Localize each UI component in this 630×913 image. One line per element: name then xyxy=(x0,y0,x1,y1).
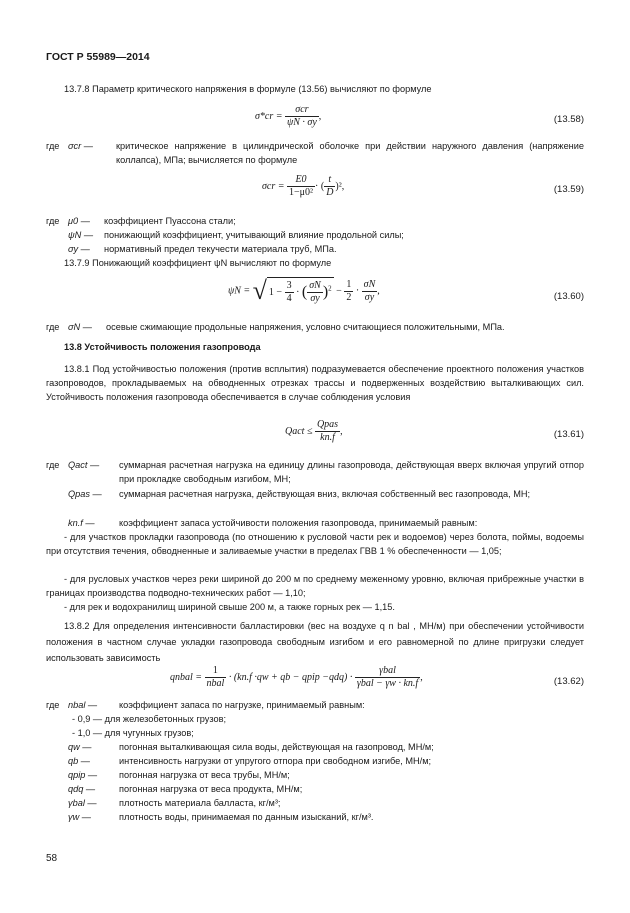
definition-text: суммарная расчетная нагрузка на единицу длины газопровода, действующая вверх включая упругий отпор при прокладке свободным изгибом, МН; xyxy=(119,460,584,484)
definition-text: критическое напряжение в цилиндрической оболочке при действии наружного давления (напряжение коллапса), МПа; вычисляется по формуле xyxy=(116,141,584,165)
formula-tail: , xyxy=(377,285,380,297)
definition-symbol: σN — xyxy=(68,322,92,332)
definition-symbol: σcr — xyxy=(68,141,93,151)
formula-tail: , xyxy=(340,425,343,437)
definition-symbol: Qpas — xyxy=(68,489,102,499)
formula-tail: , xyxy=(420,671,423,683)
numerator: γbal xyxy=(355,665,420,678)
sqrt-body: 1 − $\frac{3}{4}$ · ( $\frac{\sigma N}{\sigma y}$ )$^2$ xyxy=(267,277,334,305)
numerator: σcr xyxy=(285,104,319,117)
document-header: ГОСТ Р 55989—2014 xyxy=(46,51,150,63)
formula-13-62 xyxy=(170,665,423,690)
fraction xyxy=(285,280,294,305)
formula-13-60: ψN = √ 1 − $\frac{3}{4}$ · ( $\frac{\sigma N}{\sigma y}$ )$^2$ − $\frac{1}{2}$ · $\frac{\sigma N}{\sigma y}$ , xyxy=(228,276,380,305)
numerator: t xyxy=(324,174,335,187)
formula-lhs: σcr = xyxy=(262,180,285,192)
definition-q-pip xyxy=(46,768,584,782)
definition-psi-n xyxy=(46,228,584,242)
definition-symbol: γbal — xyxy=(68,798,97,808)
formula-tail: , xyxy=(318,110,322,122)
definition-text: нормативный предел текучести материала труб, МПа. xyxy=(104,244,337,254)
fraction xyxy=(315,419,340,444)
denominator: nbal xyxy=(206,678,225,689)
where-label: где xyxy=(46,460,60,470)
formula-number: (13.58) xyxy=(553,114,584,125)
definition-q-dq xyxy=(46,782,584,796)
definition-text: суммарная расчетная нагрузка, действующая вниз, включая собственный вес газопровода, МН; xyxy=(119,489,531,499)
numerator: σN xyxy=(309,280,321,291)
denominator: 1−μ0² xyxy=(289,187,314,198)
formula-lhs: ψN = xyxy=(228,285,251,297)
formula-13-59 xyxy=(262,174,344,199)
numerator: σN xyxy=(363,278,376,290)
definition-symbol: qb — xyxy=(68,756,90,766)
definition-mu0 xyxy=(46,214,584,228)
denominator: σy xyxy=(310,293,320,304)
definition-symbol: kn.f — xyxy=(68,518,95,528)
definition-symbol: nbal — xyxy=(68,700,98,710)
list-item: - 1,0 — для чугунных грузов; xyxy=(72,728,194,738)
list-item: - для рек и водохранилищ шириной свыше 200 м, а также горных рек — 1,15. xyxy=(64,602,395,612)
fraction xyxy=(307,280,323,305)
definition-text: погонная нагрузка от веса трубы, МН/м; xyxy=(119,770,290,780)
formula-13-58 xyxy=(255,104,321,129)
fraction-inner xyxy=(324,174,335,199)
definition-sigma-y xyxy=(46,242,584,256)
where-label: где xyxy=(46,322,60,332)
where-label: где xyxy=(46,141,60,151)
root-term: 1 − xyxy=(268,286,283,298)
page-number: 58 xyxy=(46,853,58,864)
definition-text: плотность материала балласта, кг/м³; xyxy=(119,798,281,808)
definition-symbol: γw — xyxy=(68,812,91,822)
numerator: 1 xyxy=(346,278,352,290)
definition-gamma-bal xyxy=(46,796,584,810)
definition-symbol: qpip — xyxy=(68,770,98,780)
definition-text: погонная выталкивающая сила воды, действующая на газопровод, МН/м; xyxy=(119,742,434,752)
definition-symbol: μ0 — xyxy=(68,216,90,226)
numerator: 1 xyxy=(205,665,227,678)
fraction xyxy=(287,174,315,199)
minus-sign: − xyxy=(336,285,342,297)
list-item: - для участков прокладки газопровода (по отношению к русловой части рек и водоемов) через болота, поймы, водоемы при отсутствия течения, обводненные и заливаемые участки в пределах ГВВ 1 % обеспеченности — 1,05; xyxy=(46,532,584,556)
denominator: ψN · σy xyxy=(287,117,317,128)
definition-symbol: qdq — xyxy=(68,784,96,794)
definition-text: коэффициент Пуассона стали; xyxy=(104,216,236,226)
denominator: 2 xyxy=(346,291,352,303)
fraction xyxy=(285,104,319,129)
formula-number: (13.61) xyxy=(553,429,584,440)
definition-symbol: ψN — xyxy=(68,230,94,240)
denominator: 4 xyxy=(286,293,292,304)
formula-number: (13.62) xyxy=(553,676,584,687)
paragraph-13-8-1: 13.8.1 Под устойчивостью положения (против всплытия) подразумевается обеспечение проектного положения участков газопроводов, прокладываемых на обводненных отрезках трассы и подверженных воздействию выталкивающих сил. Устойчивость положения газопровода обеспечивается в случае соблюдения условия xyxy=(46,364,584,402)
denominator: kn.f xyxy=(320,432,335,443)
definition-symbol: qw — xyxy=(68,742,92,752)
formula-lhs: Qact ≤ xyxy=(285,425,313,437)
formula-13-61 xyxy=(285,419,343,444)
definition-text: понижающий коэффициент, учитывающий влияние продольной силы; xyxy=(104,230,404,240)
definition-text: осевые сжимающие продольные напряжения, условно считающиеся положительными, МПа. xyxy=(106,322,505,332)
formula-mid: · ( xyxy=(315,180,325,192)
definition-q-b xyxy=(46,754,584,768)
definition-text: интенсивность нагрузки от упругого отпора при свободном изгибе, МН/м; xyxy=(119,756,432,766)
definition-gamma-w xyxy=(46,810,584,824)
definition-text: коэффициент запаса устойчивости положения газопровода, принимаемый равным: xyxy=(119,518,478,528)
numerator: Qpas xyxy=(316,419,339,430)
denominator: σy xyxy=(364,291,375,303)
fraction xyxy=(205,665,227,690)
where-label: где xyxy=(46,700,60,710)
section-heading: 13.8 Устойчивость положения газопровода xyxy=(64,342,261,352)
fraction xyxy=(344,279,353,304)
numerator: 3 xyxy=(286,280,292,291)
paragraph-13-8-2: 13.8.2 Для определения интенсивности балластировки (вес на воздухе q n bal , МН/м) при обеспечении устойчивости положения в частном случае укладки газопровода свободным изгибом и его равномерной по длине пригрузки следует использовать зависимость xyxy=(46,621,584,663)
definition-q-pas xyxy=(46,487,584,515)
paragraph-13-7-9: 13.7.9 Понижающий коэффициент ψN вычисляют по формуле xyxy=(64,258,332,268)
definition-symbol: Qact — xyxy=(68,460,100,470)
list-item: - 0,9 — для железобетонных грузов; xyxy=(72,714,227,724)
formula-body: · (kn.f ·qw + qb − qpip −qdq) · xyxy=(228,671,353,683)
formula-lhs: qnbal = xyxy=(170,671,203,683)
denominator: γbal − γw · kn.f xyxy=(356,678,419,689)
fraction xyxy=(362,279,378,304)
definition-symbol: σy — xyxy=(68,244,90,254)
formula-tail: )², xyxy=(335,180,345,192)
definition-k-nf xyxy=(46,516,584,530)
numerator: E0 xyxy=(287,174,315,187)
definition-text: коэффициент запаса по нагрузке, принимаемый равным: xyxy=(119,700,365,710)
denominator: D xyxy=(326,187,334,198)
definition-sigma-cr xyxy=(46,139,584,167)
definition-text: плотность воды, принимаемая по данным изысканий, кг/м³. xyxy=(119,812,374,822)
paragraph-13-7-8: 13.7.8 Параметр критического напряжения в формуле (13.56) вычисляют по формуле xyxy=(64,84,432,94)
definition-n-bal xyxy=(46,698,584,712)
definition-text: погонная нагрузка от веса продукта, МН/м; xyxy=(119,784,303,794)
fraction xyxy=(355,665,420,690)
list-item: - для русловых участков через реки шириной до 200 м по среднему меженному уровню, включая прибрежные участки в границах производства подводно-технических работ — 1,10; xyxy=(46,574,584,598)
definition-q-act xyxy=(46,458,584,486)
sqrt-icon: √ xyxy=(252,276,267,305)
formula-number: (13.59) xyxy=(553,184,584,195)
formula-lhs: σ*cr = xyxy=(255,110,283,122)
definition-sigma-n xyxy=(46,320,584,334)
definition-q-w xyxy=(46,740,584,754)
formula-number: (13.60) xyxy=(553,291,584,302)
where-label: где xyxy=(46,216,60,226)
